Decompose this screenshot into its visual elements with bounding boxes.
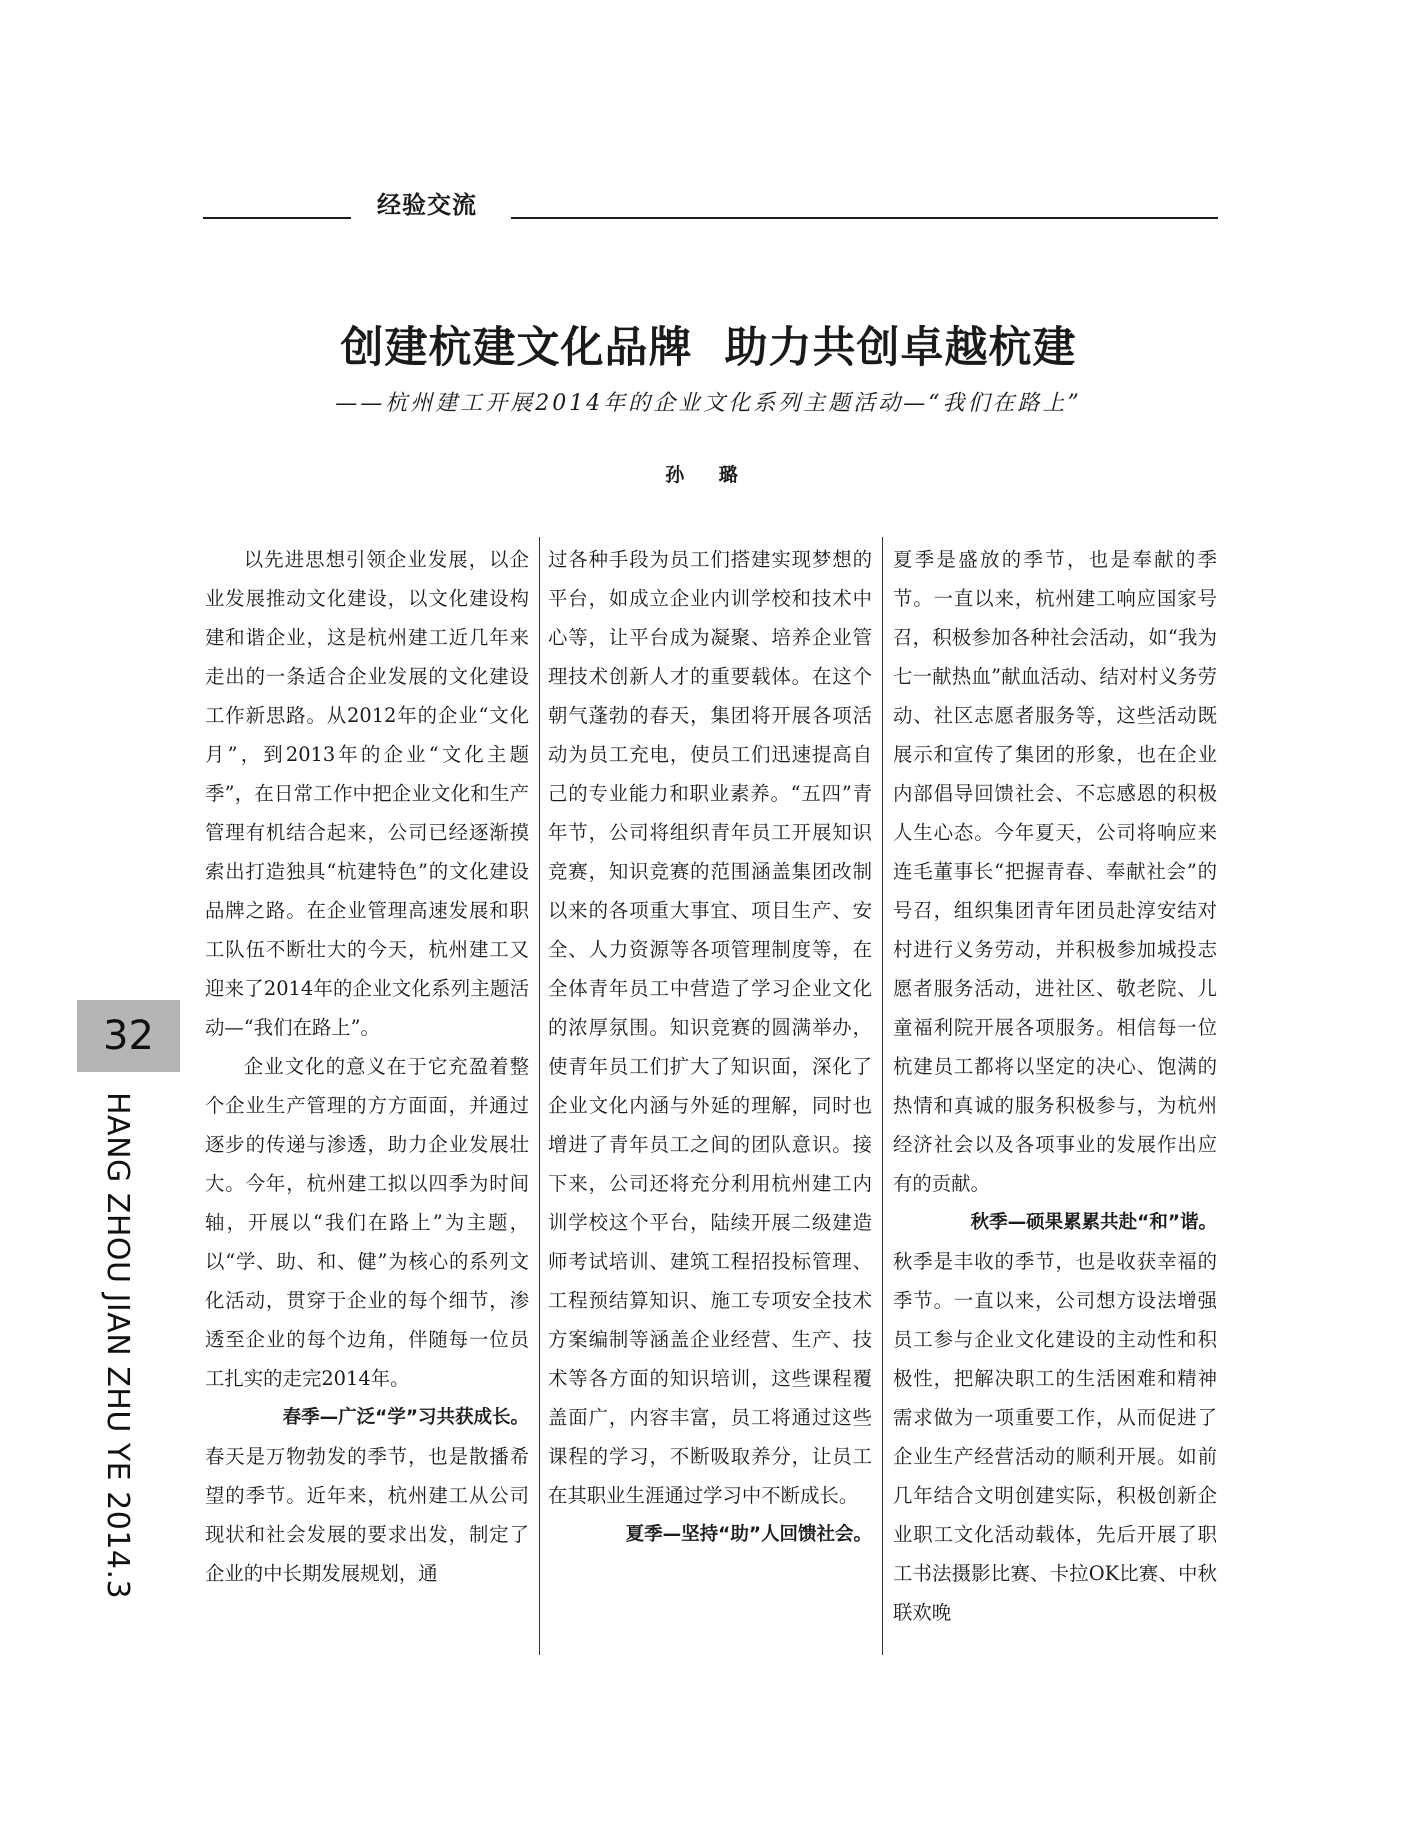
section-header	[203, 183, 1218, 223]
column-divider	[539, 537, 540, 1655]
text-column-2	[548, 540, 872, 1660]
section-heading-autumn: 秋季—硕果累累共赴“和”谐。	[970, 1212, 1217, 1233]
text-column-1	[205, 540, 529, 1660]
journal-side-label	[100, 1092, 135, 1600]
paragraph: 过各种手段为员工们搭建实现梦想的平台，如成立企业内训学校和技术中心等，让平台成为凝聚、培养企业管理技术创新人才的重要载体。在这个朝气蓬勃的春天，集团将开展各项活动为员工充电，使员工们迅速提高自己的专业能力和职业素养。“五四”青年节，公司将组织青年员工开展知识竞赛，知识竞赛的范围涵盖集团改制以来的各项重大事宜、项目生产、安全、人力资源等各项管理制度等，在全体青年员工中营造了学习企业文化的浓厚氛围。知识竞赛的圆满举办，使青年员工们扩大了知识面，深化了企业文化内涵与外延的理解，同时也增进了青年员工之间的团队意识。接下来，公司还将充分利用杭州建工内训学校这个平台，陆续开展二级建造师考试培训、建筑工程招投标管理、工程预结算知识、施工专项安全技术方案编制等涵盖企业经营、生产、技术等各方面的知识培训，这些课程覆盖面广，内容丰富，员工将通过这些课程的学习，不断吸取养分，让员工在其职业生涯通过学习中不断成长。	[548, 548, 872, 1507]
article-author: 孙 璐	[665, 464, 752, 486]
page-number: 32	[77, 1000, 180, 1072]
paragraph: 春天是万物勃发的季节，也是散播希望的季节。近年来，杭州建工从公司现状和社会发展的要求出发，制定了企业的中长期发展规划，通	[205, 1445, 529, 1585]
paragraph: 以先进思想引领企业发展，以企业发展推动文化建设，以文化建设构建和谐企业，这是杭州建工近几年来走出的一条适合企业发展的文化建设工作新思路。从2012年的企业“文化月”，到2013年的企业“文化主题季”，在日常工作中把企业文化和生产管理有机结合起来，公司已经逐渐摸索出打造独具“杭建特色”的文化建设品牌之路。在企业管理高速发展和职工队伍不断壮大的今天，杭州建工又迎来了2014年的企业文化系列主题活动—“我们在路上”。	[205, 548, 529, 1039]
section-rule-left	[203, 217, 351, 219]
article-subtitle: ——杭州建工开展2014年的企业文化系列主题活动—“我们在路上”	[335, 391, 1082, 416]
paragraph: 秋季是丰收的季节，也是收获幸福的季节。一直以来，公司想方设法增强员工参与企业文化建设的主动性和积极性，把解决职工的生活困难和精神需求做为一项重要工作，从而促进了企业生产经营活动的顺利开展。如前几年结合文明创建实际，积极创新企业职工文化活动载体，先后开展了职工书法摄影比赛、卡拉OK比赛、中秋联欢晚	[893, 1250, 1217, 1624]
section-heading-spring: 春季—广泛“学”习共获成长。	[282, 1407, 529, 1428]
paragraph: 夏季是盛放的季节，也是奉献的季节。一直以来，杭州建工响应国家号召，积极参加各种社会活动，如“我为七一献热血”献血活动、结对村义务劳动、社区志愿者服务等，这些活动既展示和宣传了集团的形象，也在企业内部倡导回馈社会、不忘感恩的积极人生心态。今年夏天，公司将响应来连毛董事长“把握青春、奉献社会”的号召，组织集团青年团员赴淳安结对村进行义务劳动，并积极参加城投志愿者服务活动，进社区、敬老院、儿童福利院开展各项服务。相信每一位杭建员工都将以坚定的决心、饱满的热情和真诚的服务积极参与，为杭州经济社会以及各项事业的发展作出应有的贡献。	[893, 548, 1217, 1195]
paragraph: 企业文化的意义在于它充盈着整个企业生产管理的方方面面，并通过逐步的传递与渗透，助力企业发展壮大。今年，杭州建工拟以四季为时间轴，开展以“我们在路上”为主题，以“学、助、和、健”为核心的系列文化活动，贯穿于企业的每个细节，渗透至企业的每个边角，伴随每一位员工扎实的走完2014年。	[205, 1055, 529, 1390]
section-label: 经验交流	[377, 191, 477, 219]
section-heading-summer: 夏季—坚持“助”人回馈社会。	[625, 1524, 872, 1545]
section-rule-right	[511, 217, 1218, 219]
article-title: 创建杭建文化品牌 助力共创卓越杭建	[340, 323, 1077, 373]
journal-label-text: HANG ZHOU JIAN ZHU YE 2014.3	[100, 1092, 135, 1600]
column-divider	[882, 537, 883, 1655]
text-column-3	[893, 540, 1217, 1660]
